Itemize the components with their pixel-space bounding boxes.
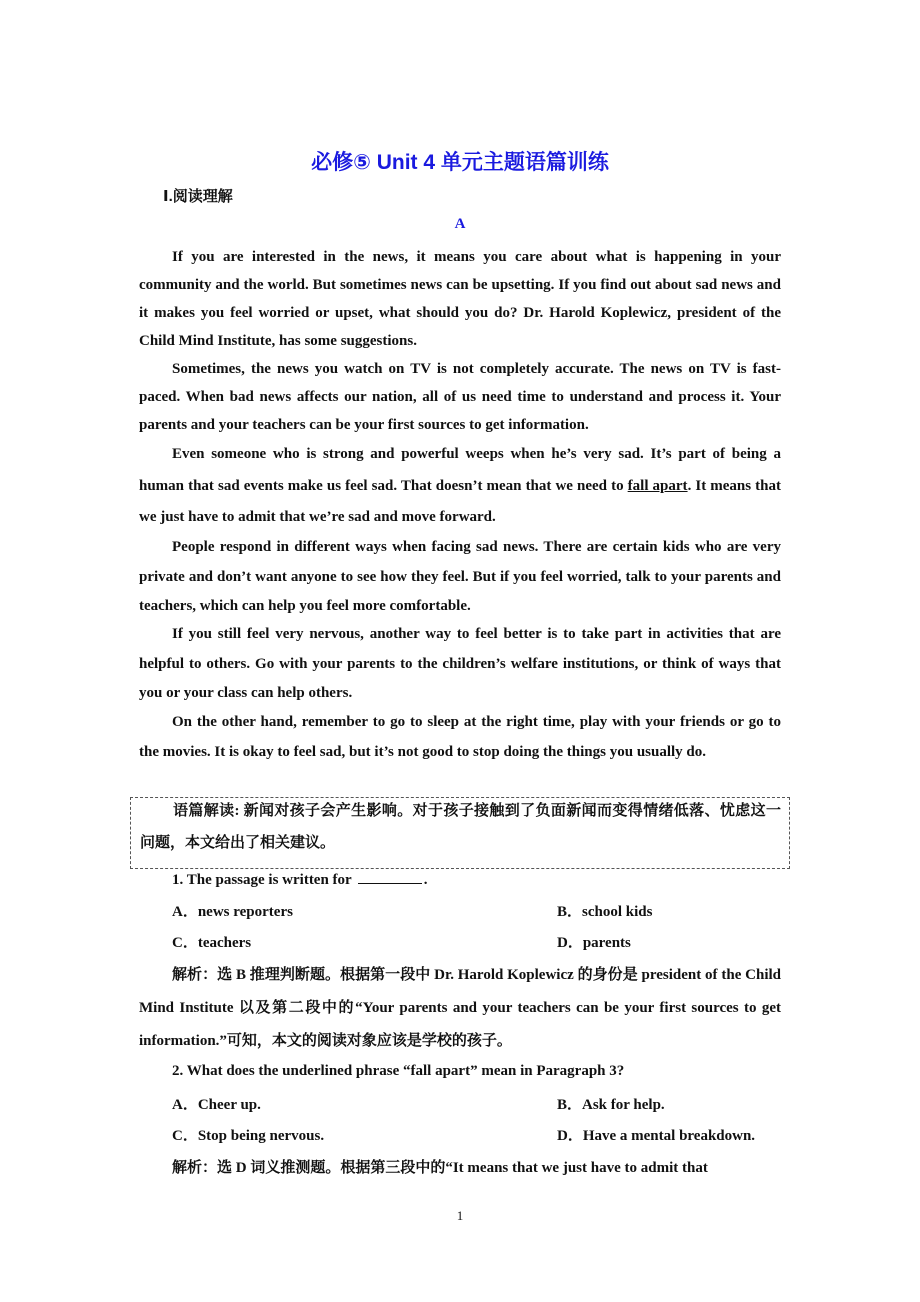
answer-blank	[358, 871, 422, 884]
paragraph-5	[139, 620, 781, 709]
paragraph-4	[139, 533, 781, 622]
page-title: 必修⑤ Unit 4 单元主题语篇训练	[311, 151, 609, 174]
question-2-analysis	[139, 1152, 781, 1185]
paragraph-6	[139, 707, 781, 767]
paragraph-text: People respond in different ways when facing sad news. There are certain kids who are very private and don’t want anyone to see how they feel. But if you feel worried, talk to your parents and teachers, which can help you feel more comfortable.	[139, 539, 781, 614]
analysis-text: 词义推测题。根据第三段中的“It means that we just have to admit that	[246, 1160, 708, 1176]
question-1-stem	[172, 871, 427, 889]
paragraph-text: . It means that we just have to admit that we’re sad and move forward.	[139, 477, 782, 525]
stem-text: 1. The passage is written for	[172, 872, 352, 888]
page-number: 1	[456, 1208, 464, 1223]
analysis-text: 推理判断题。根据第一段中 Dr. Harold Koplewicz 的身份是 president of the Child Mind Institute 以及第二段中的“Your parents and your teachers can be your first sources to get information.”可知，本文的阅读对象应该是学校的孩子。	[139, 967, 781, 1049]
underlined-phrase: fall apart	[627, 477, 688, 494]
paragraph-3	[139, 439, 781, 534]
paragraph-2	[139, 355, 781, 439]
paragraph-1	[139, 243, 781, 355]
option-d: D．Have a mental breakdown.	[557, 1128, 756, 1144]
section-heading: Ⅰ.阅读理解	[163, 188, 233, 205]
paragraph-text: If you are interested in the news, it means you care about what is happening in your community and the world. But sometimes news can be upsetting. If you find out about sad news and it makes you feel worried or upset, what should you do? Dr. Harold Koplewicz, president of the Child Mind Institute, has some suggestions.	[139, 249, 781, 349]
option-d: D．parents	[557, 935, 631, 951]
paragraph-text: Sometimes, the news you watch on TV is not completely accurate. The news on TV is fast-paced. When bad news affects our nation, all of us need time to understand and process it. Your parents and your teachers can be your first sources to get information.	[139, 361, 781, 433]
passage-label: A	[454, 216, 466, 232]
option-a: A．Cheer up.	[172, 1097, 261, 1113]
paragraph-text: If you still feel very nervous, another way to feel better is to take part in activities that are helpful to others. Go with your parents to the children’s welfare institutions, or think of ways that you or your class can help others.	[139, 626, 781, 701]
option-b: B．school kids	[557, 904, 653, 920]
question-1-analysis	[139, 959, 781, 1058]
analysis-label: 解析：选 D	[172, 1160, 247, 1176]
summary-box	[130, 797, 790, 869]
option-c: C．Stop being nervous.	[172, 1128, 325, 1144]
analysis-label: 解析：选 B	[172, 967, 246, 983]
paragraph-text: Even someone who is strong and powerful weeps when he’s very sad. It’s part of being a human that sad events make us feel sad. That doesn’t mean that we need to	[139, 446, 781, 494]
option-a: A．news reporters	[172, 904, 293, 920]
question-2-stem: 2. What does the underlined phrase “fall apart” mean in Paragraph 3?	[172, 1063, 625, 1079]
paragraph-text: On the other hand, remember to go to sleep at the right time, play with your friends or go to the movies. It is okay to feel sad, but it’s not good to stop doing the things you usually do.	[139, 714, 781, 760]
stem-end: .	[423, 872, 428, 888]
option-b: B．Ask for help.	[557, 1097, 665, 1113]
summary-text: 新闻对孩子会产生影响。对于孩子接触到了负面新闻而变得情绪低落、忧虑这一问题，本文给出了相关建议。	[140, 803, 781, 851]
option-c: C．teachers	[172, 935, 252, 951]
summary-label: 语篇解读:	[173, 803, 240, 819]
